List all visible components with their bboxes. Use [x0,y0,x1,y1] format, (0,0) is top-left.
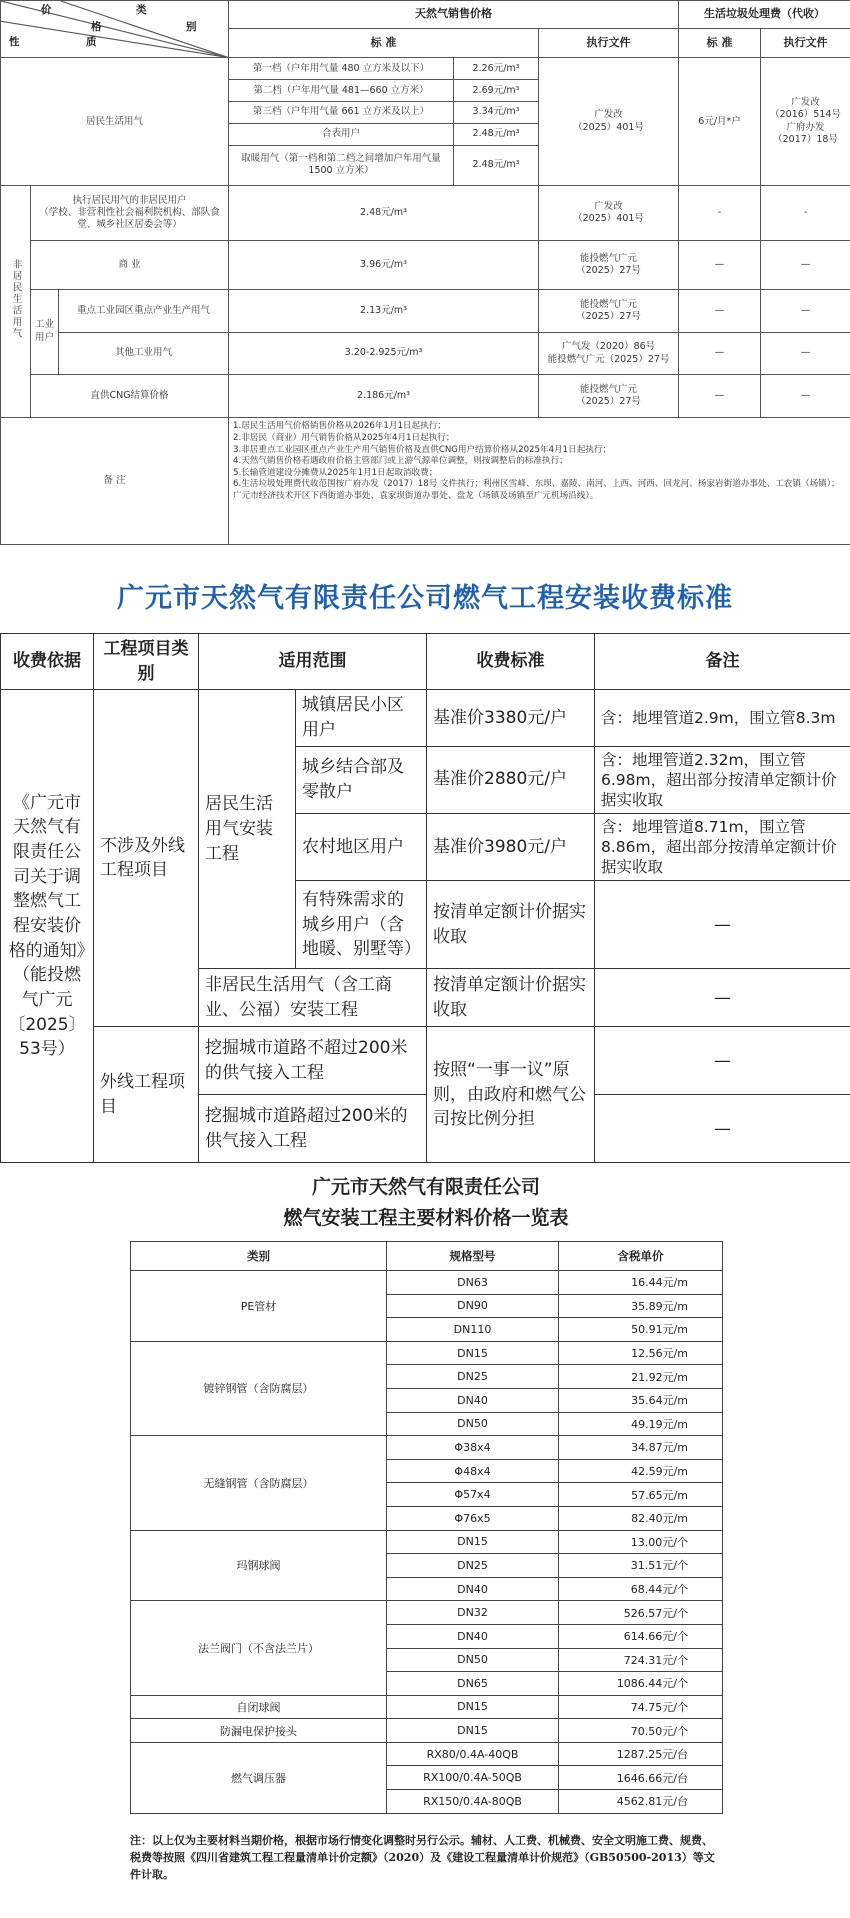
fee-basis: 《广元市天然气有限责任公司关于调整燃气工程安装价格的通知》（能投燃气广元〔2025〕53号） [1,690,94,1163]
material-price: 82.40元/m [559,1506,723,1530]
material-price: 31.51元/个 [559,1554,723,1578]
corner-label-5: 性 [9,36,20,48]
material-price: 57.65元/m [559,1483,723,1507]
materials-row [131,1719,723,1743]
material-price: 34.87元/m [559,1436,723,1460]
header-scope: 适用范围 [199,634,427,690]
materials-title-line1: 广元市天然气有限责任公司 [311,1176,540,1198]
materials-row [131,1601,723,1625]
scope-cell: 有特殊需求的城乡用户（含地暖、别墅等） [296,881,427,969]
non-residential-label [1,186,31,418]
row-price: 2.186元/m³ [229,374,539,418]
row-doc: 能投燃气广元 （2025）27号 [539,289,679,333]
materials-row [131,1271,723,1295]
tier-desc: 合表用户 [229,124,454,146]
ext-scope: 挖掘城市道路不超过200米的供气接入工程 [199,1027,427,1095]
material-category: PE管材 [131,1271,387,1342]
material-price: 614.66元/个 [559,1624,723,1648]
materials-note: 注：以上仅为主要材料当期价格，根据市场行情变化调整时另行公示。辅材、人工费、机械费、安全文明施工费、规费、税费等按照《四川省建筑工程工程量清单计价定额》（2020）及《建设工程量清单计价规范》（GB50500-2013）等文件计取。 [130,1834,715,1881]
material-price: 35.89元/m [559,1294,723,1318]
tier-price: 2.26元/m³ [454,58,539,80]
nonres-fee: 按清单定额计价据实收取 [427,969,595,1027]
materials-section [130,1241,722,1814]
ext-scope: 挖掘城市道路超过200米的供气接入工程 [199,1095,427,1163]
material-category: 燃气调压器 [131,1742,387,1813]
row-price: 2.13元/m³ [229,289,539,333]
material-spec: DN15 [387,1341,559,1365]
nonres-note: — [595,969,850,1027]
material-spec: RX100/0.4A-50QB [387,1766,559,1790]
header-basis: 收费依据 [1,634,94,690]
material-category: 镀锌钢管（含防腐层） [131,1341,387,1435]
standard-header: 标 准 [229,28,539,58]
material-price: 70.50元/个 [559,1719,723,1743]
row-doc: 能投燃气广元 （2025）27号 [539,241,679,289]
row-g1: - [679,186,761,241]
tier-desc: 取暖用气（第一档和第二档之间增加户年用气量 1500 立方米） [229,145,454,185]
corner-label-3: 格 [91,21,102,33]
material-price: 16.44元/m [559,1271,723,1295]
ext-fee: 按照“一事一议”原则，由政府和燃气公司按比例分担 [427,1027,595,1163]
category-no-external: 不涉及外线工程项目 [94,690,199,1027]
material-price: 68.44元/个 [559,1577,723,1601]
materials-row [131,1436,723,1460]
material-spec: RX80/0.4A-40QB [387,1742,559,1766]
row-price: 3.20-2.925元/m³ [229,333,539,374]
material-spec: DN25 [387,1365,559,1389]
material-price: 12.56元/m [559,1341,723,1365]
material-spec: Φ76x5 [387,1506,559,1530]
note-cell: 含：地埋管道2.9m，围立管8.3m [595,690,850,746]
material-spec: DN25 [387,1554,559,1578]
material-price: 49.19元/m [559,1412,723,1436]
material-spec: DN65 [387,1672,559,1696]
materials-title [130,1172,722,1234]
material-price: 21.92元/m [559,1365,723,1389]
row-doc: 广发改 （2025）401号 [539,186,679,241]
material-spec: DN40 [387,1577,559,1601]
corner-label-2: 类 [136,4,147,16]
scope-cell: 城镇居民小区用户 [296,690,427,746]
material-spec: DN90 [387,1294,559,1318]
material-category: 防漏电保护接头 [131,1719,387,1743]
row-name: 其他工业用气 [59,333,229,374]
corner-label-1: 价 [41,4,52,16]
material-price: 42.59元/m [559,1459,723,1483]
material-price: 1086.44元/个 [559,1672,723,1696]
material-category: 法兰阀门（不含法兰片） [131,1601,387,1695]
ext-note: — [595,1027,850,1095]
row-name: 商 业 [31,241,229,289]
material-price: 74.75元/个 [559,1695,723,1719]
ext-note: — [595,1095,850,1163]
fee-cell: 按清单定额计价据实收取 [427,881,595,969]
garbage-standard-header: 标 准 [679,28,761,58]
scope-cell: 城乡结合部及零散户 [296,746,427,813]
gas-price-table [0,0,850,545]
fee-cell: 基准价3380元/户 [427,690,595,746]
nonres-scope: 非居民生活用气（含工商业、公福）安装工程 [199,969,427,1027]
material-category: 无缝钢管（含防腐层） [131,1436,387,1530]
row-g2: — [761,333,850,374]
material-spec: DN50 [387,1648,559,1672]
materials-row [131,1530,723,1554]
tier-desc: 第二档（户年用气量 481—660 立方米） [229,80,454,102]
install-fee-table [0,633,850,1163]
header-corner-cell [1,1,229,58]
notes-label: 备 注 [1,418,229,545]
row-name: 直供CNG结算价格 [31,374,229,418]
materials-header-category: 类别 [131,1242,387,1271]
materials-header-spec: 规格型号 [387,1242,559,1271]
row-name: 重点工业园区重点产业生产用气 [59,289,229,333]
material-spec: DN40 [387,1388,559,1412]
material-spec: Φ57x4 [387,1483,559,1507]
install-fee-section [0,633,850,1151]
garbage-standard: 6元/月*户 [679,58,761,186]
garbage-doc-header: 执行文件 [761,28,850,58]
note-cell: 含：地埋管道2.32m，围立管6.98m，超出部分按清单定额计价据实收取 [595,746,850,813]
materials-title-line2: 燃气安装工程主要材料价格一览表 [283,1207,569,1229]
material-price: 50.91元/m [559,1318,723,1342]
row-g1: — [679,333,761,374]
corner-label-6: 质 [86,36,97,48]
material-category: 自闭球阀 [131,1695,387,1719]
material-price: 724.31元/个 [559,1648,723,1672]
tier-price: 3.34元/m³ [454,102,539,124]
row-g1: — [679,241,761,289]
material-price: 1646.66元/台 [559,1766,723,1790]
row-g1: — [679,289,761,333]
notes-text: 1.居民生活用气价格销售价格从2026年1月1日起执行； 2.非居民（商业）用气销售价格从2025年4月1日起执行； 3.非居重点工业园区重点产业生产用气销售价格及直供CNG用户结算价格从2025年4月1日起执行； 4.天然气销售价格若遇政府价格主管部门或上游气源单位调整，则按调整后的标准执行； 5.长输管道建设分摊费从2025年1月1日起取消收费； 6.生活垃圾处理费代收范围按广府办发（2017）18号 文件执行；利州区雪峰、东坝、嘉陵、南河、上西、河西、回龙河、杨家岩街道办事处、工农镇（场镇）；广元市经济技术开区下西街道办事处、袁家坝街道办事处、盘龙（场镇及场镇至广元机场沿线）。 [229,418,850,545]
row-g2: — [761,289,850,333]
material-spec: DN15 [387,1719,559,1743]
material-spec: DN110 [387,1318,559,1342]
tier-price: 2.48元/m³ [454,124,539,146]
materials-header-price: 含税单价 [559,1242,723,1271]
material-spec: DN63 [387,1271,559,1295]
row-price: 2.48元/m³ [229,186,539,241]
row-g2: — [761,241,850,289]
tier-price: 2.48元/m³ [454,145,539,185]
doc-header: 执行文件 [539,28,679,58]
tier-desc: 第一档（户年用气量 480 立方米及以下） [229,58,454,80]
gas-price-section [0,0,850,545]
material-spec: Φ38x4 [387,1436,559,1460]
sales-price-header: 天然气销售价格 [229,1,679,29]
material-price: 1287.25元/台 [559,1742,723,1766]
materials-row [131,1341,723,1365]
header-category: 工程项目类别 [94,634,199,690]
fee-cell: 基准价3980元/户 [427,813,595,880]
note-cell: 含：地埋管道8.71m，围立管8.86m，超出部分按清单定额计价据实收取 [595,813,850,880]
materials-table [130,1241,723,1814]
material-spec: DN15 [387,1695,559,1719]
corner-label-4: 别 [186,21,197,33]
material-spec: DN40 [387,1624,559,1648]
row-g1: — [679,374,761,418]
install-fee-title: 广元市天然气有限责任公司燃气工程安装收费标准 [117,583,733,614]
note-cell: — [595,881,850,969]
material-spec: DN50 [387,1412,559,1436]
category-external: 外线工程项目 [94,1027,199,1163]
row-g2: - [761,186,850,241]
row-doc: 广气发（2020）86号 能投燃气广元（2025）27号 [539,333,679,374]
garbage-fee-header: 生活垃圾处理费（代收） [679,1,850,29]
material-spec: Φ48x4 [387,1459,559,1483]
materials-row [131,1742,723,1766]
row-price: 3.96元/m³ [229,241,539,289]
row-g2: — [761,374,850,418]
material-spec: DN15 [387,1530,559,1554]
tier-desc: 第三档（户年用气量 661 立方米及以上） [229,102,454,124]
non-residential-text: 非居民生活用气 [10,259,22,340]
garbage-doc: 广发改 （2016）514号 广府办发 （2017）18号 [761,58,850,186]
row-name: 执行居民用气的非居民用户 （学校、非营利性社会福利院机构、部队食堂、城乡社区居委会等） [31,186,229,241]
residential-install-label: 居民生活用气安装工程 [199,690,296,969]
residential-label: 居民生活用气 [1,58,229,186]
residential-doc: 广发改 （2025）401号 [539,58,679,186]
tier-price: 2.69元/m³ [454,80,539,102]
fee-cell: 基准价2880元/户 [427,746,595,813]
header-fee: 收费标准 [427,634,595,690]
material-spec: RX150/0.4A-80QB [387,1790,559,1814]
material-price: 13.00元/个 [559,1530,723,1554]
header-note: 备注 [595,634,850,690]
material-price: 4562.81元/台 [559,1790,723,1814]
material-price: 526.57元/个 [559,1601,723,1625]
scope-cell: 农村地区用户 [296,813,427,880]
materials-row [131,1695,723,1719]
row-doc: 能投燃气广元 （2025）27号 [539,374,679,418]
material-spec: DN32 [387,1601,559,1625]
material-price: 35.64元/m [559,1388,723,1412]
material-category: 玛钢球阀 [131,1530,387,1601]
industrial-label: 工业用户 [31,289,59,374]
